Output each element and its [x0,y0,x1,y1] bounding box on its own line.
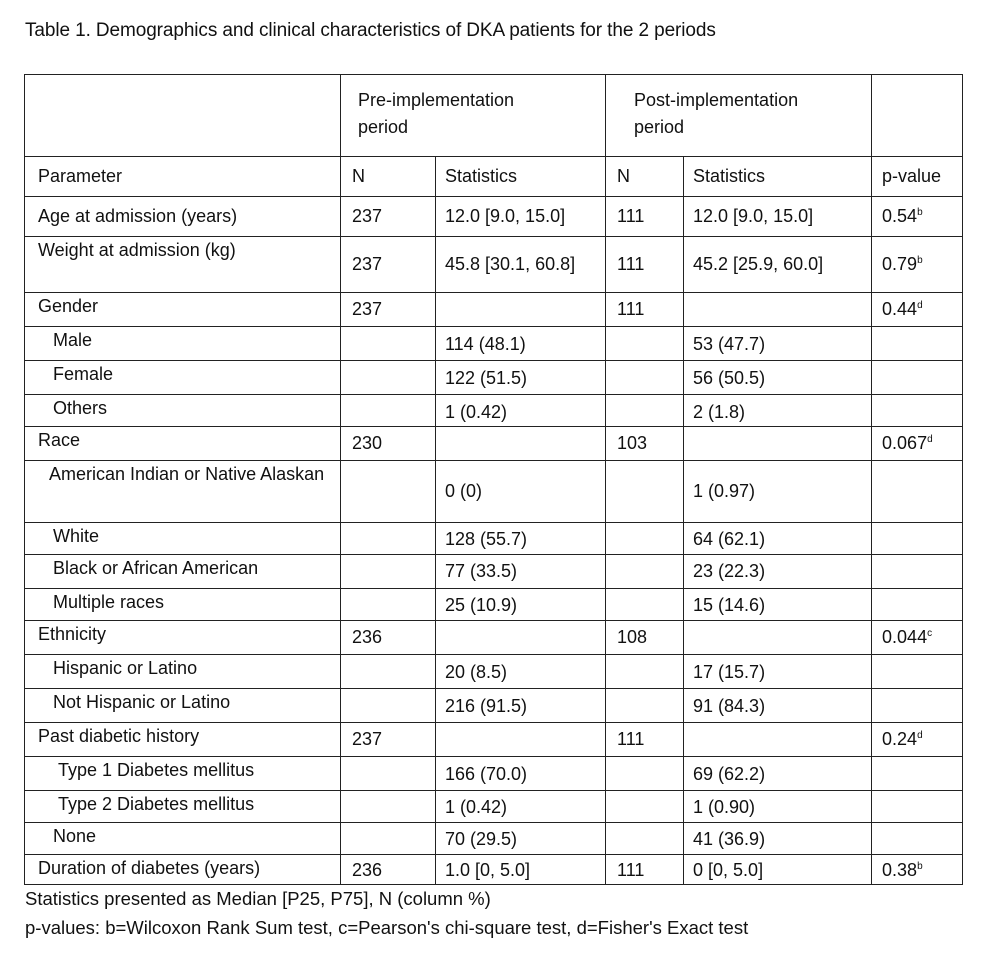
row-post-statistics: 91 (84.3) [684,689,872,723]
row-pre-n [341,757,436,791]
table-row [25,823,963,855]
row-pre-n [341,461,436,523]
pvalue-text: 0.044 [882,627,928,647]
row-pvalue [872,197,963,237]
row-pvalue [872,791,963,823]
row-parameter: Others [25,395,341,427]
table-row [25,555,963,589]
table-row [25,655,963,689]
row-pre-statistics: 0 (0) [436,461,606,523]
pvalue-text: 0.44 [882,299,918,319]
row-pre-n: 237 [341,237,436,293]
table-row [25,293,963,327]
pvalue-superscript: b [917,861,923,872]
row-pvalue [872,461,963,523]
row-parameter: Female [25,361,341,395]
pvalue-superscript: b [917,255,923,266]
row-pre-n [341,361,436,395]
row-pvalue [872,621,963,655]
col-header-pvalue: p-value [872,157,963,197]
row-pvalue [872,327,963,361]
row-pvalue [872,293,963,327]
row-pre-statistics [436,427,606,461]
row-parameter: Duration of diabetes (years) [25,855,341,885]
row-pvalue [872,723,963,757]
col-header-post-statistics: Statistics [684,157,872,197]
table-caption: Table 1. Demographics and clinical characteristics of DKA patients for the 2 periods [25,20,716,41]
table-row [25,461,963,523]
table-row [25,523,963,555]
row-pre-statistics: 122 (51.5) [436,361,606,395]
row-pre-statistics: 12.0 [9.0, 15.0] [436,197,606,237]
row-parameter: Black or African American [25,555,341,589]
table-row [25,427,963,461]
row-post-statistics: 56 (50.5) [684,361,872,395]
table-row [25,395,963,427]
row-post-n [606,361,684,395]
row-post-statistics [684,427,872,461]
row-pre-statistics: 128 (55.7) [436,523,606,555]
row-pre-statistics: 1.0 [0, 5.0] [436,855,606,885]
row-pre-statistics [436,621,606,655]
row-parameter: American Indian or Native Alaskan [25,461,341,523]
row-post-n: 111 [606,723,684,757]
row-post-statistics [684,723,872,757]
pvalue-superscript: c [927,628,933,639]
row-post-n: 111 [606,293,684,327]
row-pvalue [872,655,963,689]
row-post-statistics: 23 (22.3) [684,555,872,589]
table-row [25,855,963,885]
row-pre-statistics: 20 (8.5) [436,655,606,689]
row-pre-statistics: 45.8 [30.1, 60.8] [436,237,606,293]
row-post-n [606,327,684,361]
row-pre-n [341,555,436,589]
row-pvalue [872,523,963,555]
table-row [25,757,963,791]
pvalue-superscript: d [917,300,923,311]
row-pre-n [341,791,436,823]
pre-period-header [341,75,606,157]
table-row [25,621,963,655]
table-row [25,237,963,293]
row-pre-n: 237 [341,723,436,757]
row-parameter: Past diabetic history [25,723,341,757]
row-parameter: Type 1 Diabetes mellitus [25,757,341,791]
row-parameter: Hispanic or Latino [25,655,341,689]
row-pre-statistics [436,723,606,757]
row-post-n [606,555,684,589]
row-pre-statistics: 1 (0.42) [436,395,606,427]
row-pre-n [341,327,436,361]
table-row [25,197,963,237]
row-pre-n [341,655,436,689]
row-post-n [606,461,684,523]
row-pre-n: 237 [341,293,436,327]
row-parameter: Age at admission (years) [25,197,341,237]
row-pvalue [872,555,963,589]
row-post-n [606,395,684,427]
row-post-statistics: 12.0 [9.0, 15.0] [684,197,872,237]
post-period-header [606,75,872,157]
row-post-n [606,757,684,791]
col-header-post-n: N [606,157,684,197]
row-post-statistics: 41 (36.9) [684,823,872,855]
pvalue-superscript: d [917,730,923,741]
row-post-n: 103 [606,427,684,461]
row-pre-n: 236 [341,621,436,655]
row-pre-n [341,823,436,855]
row-post-n: 111 [606,237,684,293]
row-pre-n [341,395,436,427]
row-pre-n [341,523,436,555]
pvalue-superscript: d [927,434,933,445]
row-pre-n [341,589,436,621]
row-pvalue [872,361,963,395]
row-parameter: Multiple races [25,589,341,621]
row-post-statistics [684,293,872,327]
row-pvalue [872,395,963,427]
row-post-statistics: 1 (0.97) [684,461,872,523]
row-parameter: Weight at admission (kg) [25,237,341,293]
row-post-statistics: 45.2 [25.9, 60.0] [684,237,872,293]
row-pre-statistics: 77 (33.5) [436,555,606,589]
row-pvalue [872,237,963,293]
table-row [25,723,963,757]
row-parameter: Male [25,327,341,361]
row-post-statistics: 64 (62.1) [684,523,872,555]
row-post-statistics: 53 (47.7) [684,327,872,361]
table-row [25,791,963,823]
row-pre-statistics: 1 (0.42) [436,791,606,823]
row-pvalue [872,689,963,723]
period-header-row [25,75,963,157]
row-parameter: Race [25,427,341,461]
row-post-n [606,523,684,555]
row-post-n: 111 [606,855,684,885]
row-pvalue [872,855,963,885]
pre-period-line-2: period [358,117,409,137]
pvalue-text: 0.79 [882,254,918,274]
row-post-n [606,655,684,689]
row-pre-statistics: 114 (48.1) [436,327,606,361]
row-pvalue [872,757,963,791]
row-parameter: Type 2 Diabetes mellitus [25,791,341,823]
row-pre-n: 230 [341,427,436,461]
footnote-statistics: Statistics presented as Median [P25, P75], N (column %) [25,888,491,909]
row-pre-n: 236 [341,855,436,885]
row-pre-statistics: 166 (70.0) [436,757,606,791]
row-post-n [606,689,684,723]
table-row [25,327,963,361]
row-pre-statistics: 25 (10.9) [436,589,606,621]
row-post-statistics: 0 [0, 5.0] [684,855,872,885]
row-post-n [606,823,684,855]
empty-header-cell [25,75,341,157]
demographics-table [24,74,963,885]
pvalue-text: 0.54 [882,206,918,226]
pvalue-superscript: b [917,207,923,218]
row-parameter: Gender [25,293,341,327]
column-header-row [25,157,963,197]
footnote-pvalues: p-values: b=Wilcoxon Rank Sum test, c=Pearson's chi-square test, d=Fisher's Exact test [25,917,749,938]
row-pre-n: 237 [341,197,436,237]
row-post-n [606,589,684,621]
empty-pvalue-header-cell [872,75,963,157]
row-pvalue [872,589,963,621]
row-parameter: Not Hispanic or Latino [25,689,341,723]
row-pvalue [872,427,963,461]
row-post-n: 111 [606,197,684,237]
row-post-n [606,791,684,823]
post-period-line-1: Post-implementation [634,90,799,110]
pvalue-text: 0.24 [882,729,918,749]
row-pre-statistics: 70 (29.5) [436,823,606,855]
row-post-statistics: 17 (15.7) [684,655,872,689]
row-post-statistics: 15 (14.6) [684,589,872,621]
row-pre-n [341,689,436,723]
table-row [25,689,963,723]
pre-period-line-1: Pre-implementation [358,90,515,110]
pvalue-text: 0.067 [882,433,928,453]
row-parameter: White [25,523,341,555]
row-pre-statistics [436,293,606,327]
row-post-statistics: 69 (62.2) [684,757,872,791]
row-pvalue [872,823,963,855]
table-row [25,361,963,395]
row-pre-statistics: 216 (91.5) [436,689,606,723]
col-header-pre-statistics: Statistics [436,157,606,197]
row-post-statistics: 2 (1.8) [684,395,872,427]
row-post-statistics: 1 (0.90) [684,791,872,823]
col-header-pre-n: N [341,157,436,197]
row-parameter: None [25,823,341,855]
col-header-parameter: Parameter [25,157,341,197]
row-post-statistics [684,621,872,655]
row-post-n: 108 [606,621,684,655]
table-row [25,589,963,621]
pvalue-text: 0.38 [882,860,918,880]
post-period-line-2: period [634,117,685,137]
row-parameter: Ethnicity [25,621,341,655]
